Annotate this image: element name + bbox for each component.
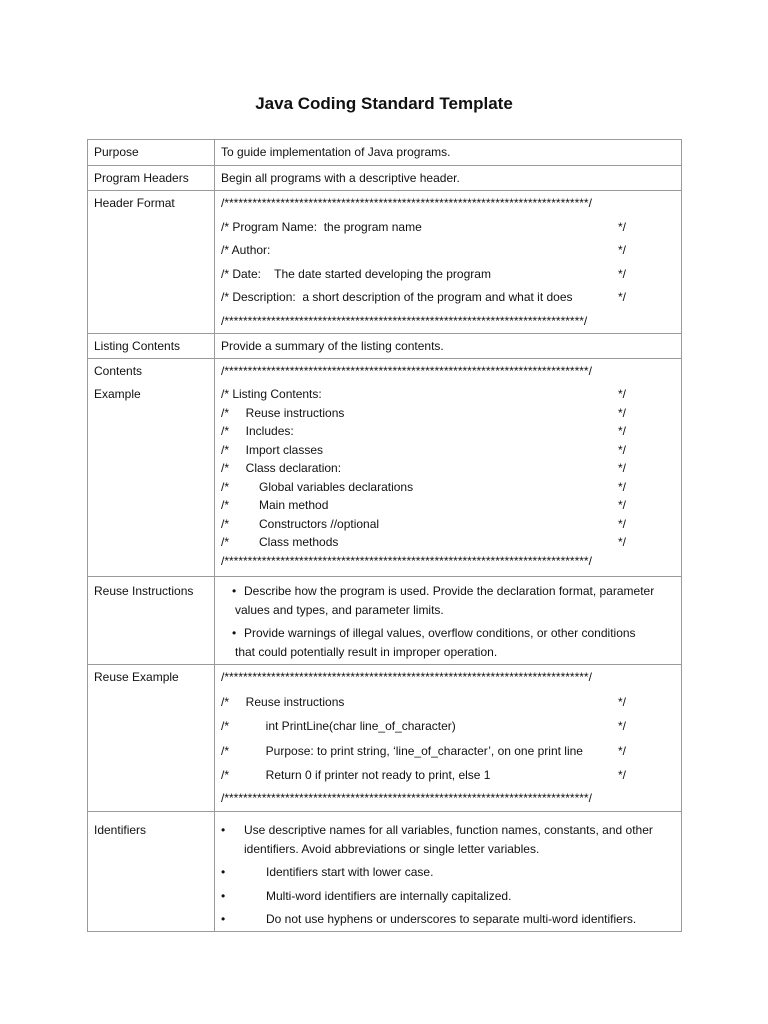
comment-star-line: /*****************************************************************************/ (221, 313, 588, 328)
table-row (88, 191, 682, 334)
code-line: /* Constructors //optional */ (221, 516, 626, 531)
row-label: Listing Contents (88, 334, 215, 359)
comment-star-line: /******************************************************************************/ (221, 553, 592, 568)
identifiers-block (215, 812, 682, 932)
code-line: /* Import classes */ (221, 442, 626, 457)
bullet-icon: • (221, 888, 226, 903)
list-item: • Identifiers start with lower case. (221, 863, 675, 882)
row-text: Provide a summary of the listing contents. (215, 334, 682, 359)
comment-star-line: /******************************************************************************/ (221, 790, 592, 805)
bullet-icon: • (232, 626, 237, 640)
list-item: • Use descriptive names for all variables, function names, constants, and other (221, 821, 675, 840)
code-line: /* Class declaration: */ (221, 461, 626, 475)
list-item-cont: identifiers. Avoid abbreviations or single letter variables. (244, 841, 540, 856)
bullet-icon: • (221, 865, 226, 879)
label-line: Example (94, 387, 141, 401)
code-line: /* Main method */ (221, 498, 626, 512)
code-line: /* Purpose: to print string, ‘line_of_character’, on one print line */ (221, 743, 626, 758)
code-line: /* Includes: */ (221, 424, 626, 438)
row-label: Purpose (88, 140, 215, 166)
row-label: Identifiers (88, 812, 215, 932)
list-item-cont: values and types, and parameter limits. (235, 602, 444, 617)
table-row (88, 165, 682, 191)
table-row (88, 812, 682, 932)
reuse-example-block (215, 665, 682, 812)
code-line: /* Description: a short description of the program and what it does */ (221, 290, 626, 304)
table-row (88, 665, 682, 812)
code-line: /* Reuse instructions */ (221, 694, 626, 709)
table-row (88, 358, 682, 577)
row-label: Reuse Example (88, 665, 215, 812)
standards-table (87, 139, 682, 932)
row-label (88, 358, 215, 577)
row-label: Reuse Instructions (88, 577, 215, 665)
bullet-icon: • (221, 912, 226, 926)
list-item: • Provide warnings of illegal values, overflow conditions, or other conditions (232, 624, 675, 643)
list-item: • Describe how the program is used. Provide the declaration format, parameter (232, 582, 675, 601)
code-line: /* Date: The date started developing the program */ (221, 266, 626, 281)
bullet-icon: • (232, 584, 237, 598)
label-line: Contents (94, 363, 143, 378)
bullet-icon: • (221, 823, 226, 837)
list-item-cont: that could potentially result in improper operation. (235, 644, 498, 659)
code-line: /* Return 0 if printer not ready to print, else 1 */ (221, 768, 626, 782)
code-line: /* Class methods */ (221, 535, 626, 549)
table-row (88, 577, 682, 665)
comment-star-line: /******************************************************************************/ (221, 196, 592, 210)
row-text: Begin all programs with a descriptive header. (215, 165, 682, 191)
reuse-instructions-block (215, 577, 682, 665)
header-format-block (215, 191, 682, 334)
list-item: • Multi-word identifiers are internally capitalized. (221, 887, 675, 906)
code-line: /* int PrintLine(char line_of_character) */ (221, 719, 626, 733)
code-line: /* Global variables declarations */ (221, 479, 626, 494)
list-item: • Do not use hyphens or underscores to separate multi-word identifiers. (221, 910, 675, 929)
page-title: Java Coding Standard Template (255, 94, 513, 113)
row-text: To guide implementation of Java programs. (215, 140, 682, 166)
comment-star-line: /******************************************************************************/ (221, 363, 592, 378)
comment-star-line: /******************************************************************************/ (221, 670, 592, 684)
contents-example-block (215, 358, 682, 577)
code-line: /* Program Name: the program name */ (221, 219, 626, 234)
row-label: Program Headers (88, 165, 215, 191)
code-line: /* Listing Contents: */ (221, 387, 626, 401)
code-line: /* Reuse instructions */ (221, 405, 626, 420)
code-line: /* Author: */ (221, 243, 626, 257)
table-row (88, 334, 682, 359)
table-row (88, 140, 682, 166)
row-label: Header Format (88, 191, 215, 334)
